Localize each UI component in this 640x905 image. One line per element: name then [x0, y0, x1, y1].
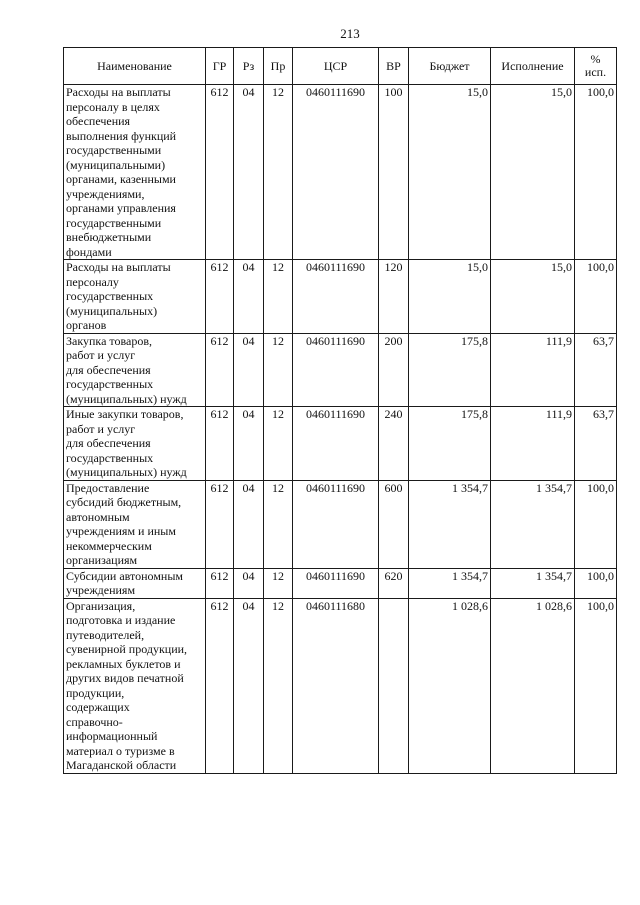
cell-gr: 612 — [206, 407, 234, 481]
cell-rz: 04 — [234, 568, 264, 598]
cell-pr: 12 — [264, 598, 293, 773]
table-row — [64, 333, 617, 407]
cell-percent: 63,7 — [575, 333, 617, 407]
header-execution: Исполнение — [491, 48, 575, 85]
cell-pr: 12 — [264, 85, 293, 260]
header-rz: Рз — [234, 48, 264, 85]
cell-budget: 1 028,6 — [409, 598, 491, 773]
cell-vr: 240 — [379, 407, 409, 481]
cell-budget: 175,8 — [409, 407, 491, 481]
cell-execution: 15,0 — [491, 260, 575, 334]
cell-gr: 612 — [206, 598, 234, 773]
cell-rz: 04 — [234, 407, 264, 481]
table-row — [64, 480, 617, 568]
cell-gr: 612 — [206, 568, 234, 598]
cell-name: Субсидии автономным учреждениям — [64, 568, 206, 598]
cell-csr: 0460111680 — [293, 598, 379, 773]
cell-gr: 612 — [206, 260, 234, 334]
cell-percent: 63,7 — [575, 407, 617, 481]
cell-name: Расходы на выплаты персоналу в целях обеспечения выполнения функций государственными (муниципальными) органами, казенными учреждениями, органами управления государственными внебюджетными фондами — [64, 85, 206, 260]
cell-budget: 15,0 — [409, 85, 491, 260]
cell-percent: 100,0 — [575, 85, 617, 260]
table-body — [64, 85, 617, 774]
header-csr: ЦСР — [293, 48, 379, 85]
header-row — [64, 48, 617, 85]
cell-name: Закупка товаров, работ и услуг для обеспечения государственных (муниципальных) нужд — [64, 333, 206, 407]
cell-csr: 0460111690 — [293, 85, 379, 260]
cell-rz: 04 — [234, 260, 264, 334]
header-percent: % исп. — [575, 48, 617, 85]
cell-vr: 600 — [379, 480, 409, 568]
cell-percent: 100,0 — [575, 598, 617, 773]
cell-budget: 1 354,7 — [409, 480, 491, 568]
cell-name: Расходы на выплаты персоналу государственных (муниципальных) органов — [64, 260, 206, 334]
table-row — [64, 598, 617, 773]
cell-percent: 100,0 — [575, 260, 617, 334]
page-number: 213 — [340, 26, 360, 41]
cell-csr: 0460111690 — [293, 260, 379, 334]
cell-execution: 1 354,7 — [491, 568, 575, 598]
cell-name: Организация, подготовка и издание путеводителей, сувенирной продукции, рекламных буклетов и других видов печатной продукции, содержащих справочно- информационный материал о туризме в Магаданской области — [64, 598, 206, 773]
cell-execution: 111,9 — [491, 407, 575, 481]
header-budget: Бюджет — [409, 48, 491, 85]
budget-table — [63, 47, 617, 774]
cell-budget: 1 354,7 — [409, 568, 491, 598]
header-vr: ВР — [379, 48, 409, 85]
cell-percent: 100,0 — [575, 480, 617, 568]
cell-rz: 04 — [234, 598, 264, 773]
cell-rz: 04 — [234, 480, 264, 568]
cell-name: Предоставление субсидий бюджетным, автономным учреждениям и иным некоммерческим организациям — [64, 480, 206, 568]
cell-pr: 12 — [264, 480, 293, 568]
cell-gr: 612 — [206, 333, 234, 407]
cell-vr: 620 — [379, 568, 409, 598]
cell-execution: 111,9 — [491, 333, 575, 407]
cell-execution: 15,0 — [491, 85, 575, 260]
cell-budget: 15,0 — [409, 260, 491, 334]
cell-rz: 04 — [234, 333, 264, 407]
cell-pr: 12 — [264, 260, 293, 334]
cell-execution: 1 354,7 — [491, 480, 575, 568]
table-row — [64, 85, 617, 260]
cell-budget: 175,8 — [409, 333, 491, 407]
header-gr: ГР — [206, 48, 234, 85]
cell-pr: 12 — [264, 407, 293, 481]
cell-csr: 0460111690 — [293, 407, 379, 481]
cell-gr: 612 — [206, 480, 234, 568]
table-row — [64, 568, 617, 598]
cell-name: Иные закупки товаров, работ и услуг для обеспечения государственных (муниципальных) нужд — [64, 407, 206, 481]
cell-vr: 120 — [379, 260, 409, 334]
cell-csr: 0460111690 — [293, 480, 379, 568]
cell-pr: 12 — [264, 333, 293, 407]
cell-pr: 12 — [264, 568, 293, 598]
cell-vr — [379, 598, 409, 773]
cell-vr: 200 — [379, 333, 409, 407]
cell-execution: 1 028,6 — [491, 598, 575, 773]
table-row — [64, 260, 617, 334]
cell-rz: 04 — [234, 85, 264, 260]
table-row — [64, 407, 617, 481]
cell-csr: 0460111690 — [293, 333, 379, 407]
header-name: Наименование — [64, 48, 206, 85]
cell-csr: 0460111690 — [293, 568, 379, 598]
header-pr: Пр — [264, 48, 293, 85]
cell-vr: 100 — [379, 85, 409, 260]
cell-percent: 100,0 — [575, 568, 617, 598]
cell-gr: 612 — [206, 85, 234, 260]
